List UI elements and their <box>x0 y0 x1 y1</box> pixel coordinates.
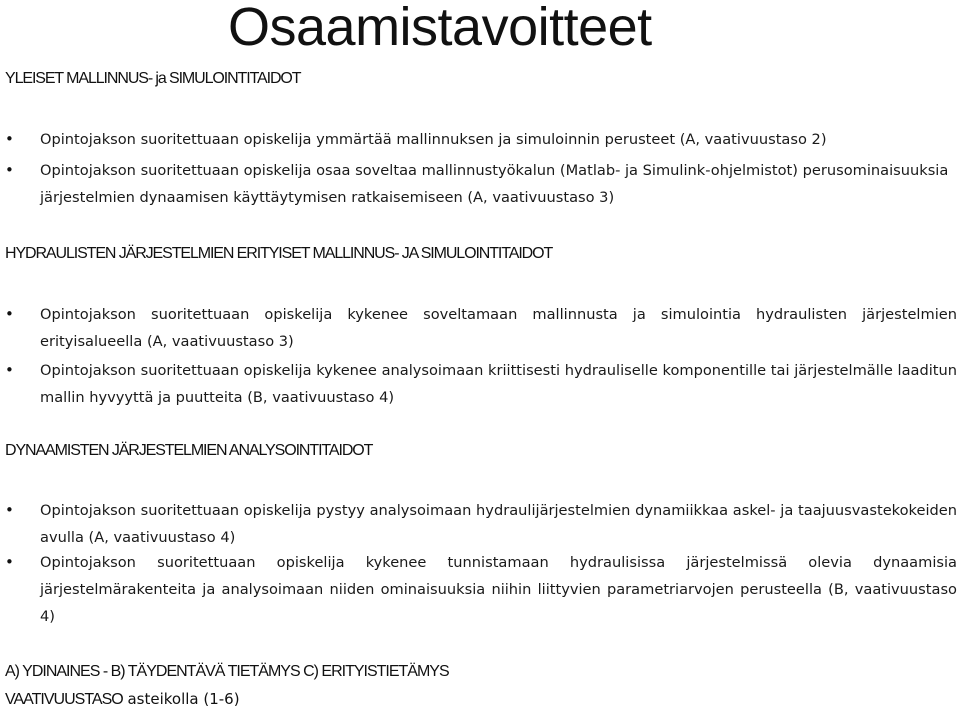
difficulty-scale-note <box>5 690 240 709</box>
list-item-text: Opintojakson suoritettuaan opiskelija ymmärtää mallinnuksen ja simuloinnin perusteet (A, vaativuustaso 2) <box>40 131 827 148</box>
list-item <box>5 549 957 630</box>
page-title: Osaamistavoitteet <box>228 0 652 57</box>
list-item-text: Opintojakson suoritettuaan opiskelija kykenee soveltamaan mallinnusta ja simulointia hydraulisten järjestelmien erityisalueella (A, vaativuustaso 3) <box>40 306 957 350</box>
bullet-icon: • <box>5 161 14 179</box>
bullet-icon: • <box>5 501 14 519</box>
list-item <box>5 301 957 355</box>
difficulty-scale-label: VAATIVUUSTASO <box>5 691 123 708</box>
difficulty-scale-range: asteikolla (1-6) <box>127 690 240 708</box>
section-heading-hydraulic-modeling: HYDRAULISTEN JÄRJESTELMIEN ERITYISET MALLINNUS- JA SIMULOINTITAIDOT <box>5 245 553 262</box>
knowledge-levels-legend <box>5 662 449 681</box>
list-item-text: Opintojakson suoritettuaan opiskelija kykenee tunnistamaan hydraulisissa järjestelmissä olevia dynaamisia järjestelmärakenteita ja analysoimaan niiden ominaisuuksia niihin liittyvien parametriarvojen perusteella (B, vaativuustaso 4) <box>40 554 957 625</box>
list-item <box>5 126 957 153</box>
bullet-icon: • <box>5 553 14 571</box>
list-item-text: Opintojakson suoritettuaan opiskelija pystyy analysoimaan hydraulijärjestelmien dynamiikkaa askel- ja taajuusvastekokeiden avulla (A, vaativuustaso 4) <box>40 502 957 546</box>
list-item <box>5 497 957 551</box>
section-heading-general-modeling: YLEISET MALLINNUS- ja SIMULOINTITAIDOT <box>5 70 301 87</box>
list-item-text: Opintojakson suoritettuaan opiskelija osaa soveltaa mallinnustyökalun (Matlab- ja Simulink-ohjelmistot) perusominaisuuksia järjestelmien dynaamisen käyttäytymisen ratkaisemiseen (A, vaativuustaso 3) <box>40 162 949 206</box>
list-item <box>5 157 957 211</box>
knowledge-levels-text: A) YDINAINES - B) TÄYDENTÄVÄ TIETÄMYS C) ERITYISTIETÄMYS <box>5 663 449 680</box>
bullet-icon: • <box>5 361 14 379</box>
list-item-text: Opintojakson suoritettuaan opiskelija kykenee analysoimaan kriittisesti hydrauliselle komponentille tai järjestelmälle laaditun mallin hyvyyttä ja puutteita (B, vaativuustaso 4) <box>40 362 957 406</box>
section-heading-dynamic-analysis: DYNAAMISTEN JÄRJESTELMIEN ANALYSOINTITAIDOT <box>5 442 373 459</box>
bullet-icon: • <box>5 305 14 323</box>
list-item <box>5 357 957 411</box>
bullet-icon: • <box>5 130 14 148</box>
